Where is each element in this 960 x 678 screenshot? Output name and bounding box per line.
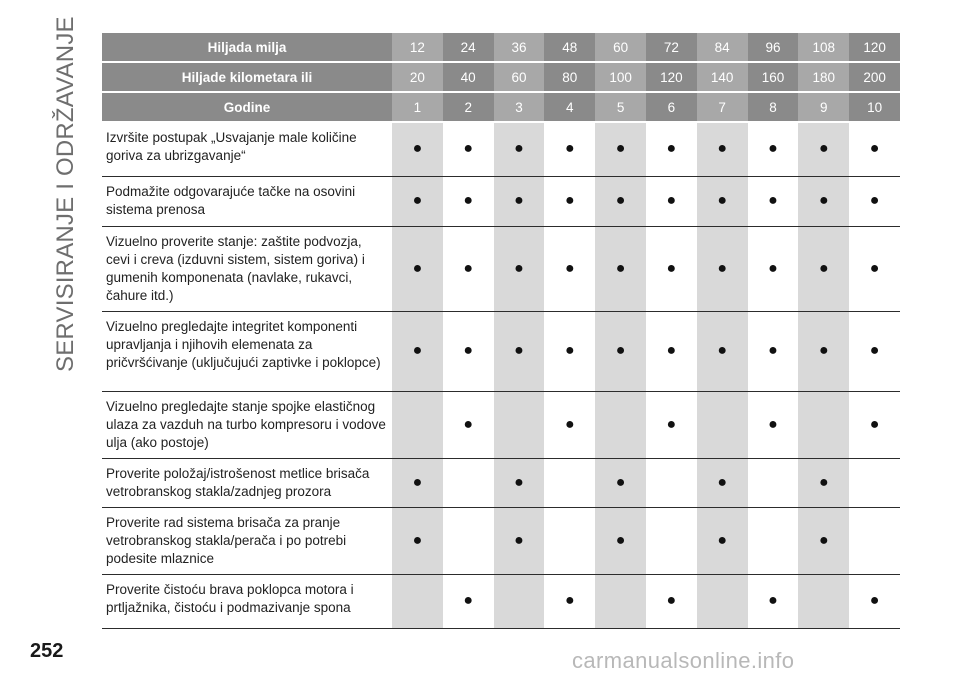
header-value: 6 xyxy=(646,92,697,122)
header-value: 7 xyxy=(697,92,748,122)
empty-cell xyxy=(697,574,748,628)
service-mark: ● xyxy=(849,391,900,458)
service-mark: ● xyxy=(849,226,900,311)
service-mark: ● xyxy=(849,311,900,391)
service-mark: ● xyxy=(392,507,443,574)
task-description: Izvršite postupak „Usvajanje male količine goriva za ubrizgavanje“ xyxy=(102,122,392,176)
service-mark: ● xyxy=(646,122,697,176)
service-mark: ● xyxy=(798,458,849,507)
service-mark: ● xyxy=(392,176,443,226)
empty-cell xyxy=(544,458,595,507)
empty-cell xyxy=(443,458,494,507)
header-value: 180 xyxy=(798,62,849,92)
service-mark: ● xyxy=(849,574,900,628)
service-mark: ● xyxy=(392,311,443,391)
service-mark: ● xyxy=(443,122,494,176)
header-value: 24 xyxy=(443,33,494,62)
watermark: carmanualsonline.info xyxy=(572,648,795,673)
service-mark: ● xyxy=(494,458,545,507)
header-value: 5 xyxy=(595,92,646,122)
header-value: 80 xyxy=(544,62,595,92)
empty-cell xyxy=(697,391,748,458)
header-value: 160 xyxy=(748,62,799,92)
table-row xyxy=(102,507,900,574)
task-description: Proverite položaj/istrošenost metlice brisača vetrobranskog stakla/zadnjeg prozora xyxy=(102,458,392,507)
service-mark: ● xyxy=(697,226,748,311)
header-value: 12 xyxy=(392,33,443,62)
service-mark: ● xyxy=(748,311,799,391)
chapter-side-title: SERVISIRANJE I ODRŽAVANJE xyxy=(52,16,79,372)
header-value: 200 xyxy=(849,62,900,92)
service-mark: ● xyxy=(443,226,494,311)
table-row xyxy=(102,311,900,391)
service-mark: ● xyxy=(494,507,545,574)
empty-cell xyxy=(748,458,799,507)
service-mark: ● xyxy=(392,458,443,507)
service-mark: ● xyxy=(697,122,748,176)
service-mark: ● xyxy=(595,122,646,176)
service-mark: ● xyxy=(748,391,799,458)
service-mark: ● xyxy=(748,122,799,176)
service-mark: ● xyxy=(646,226,697,311)
empty-cell xyxy=(494,574,545,628)
service-mark: ● xyxy=(443,311,494,391)
service-mark: ● xyxy=(849,122,900,176)
service-mark: ● xyxy=(697,507,748,574)
maintenance-schedule-table xyxy=(102,33,900,629)
header-value: 8 xyxy=(748,92,799,122)
service-mark: ● xyxy=(697,176,748,226)
table-row xyxy=(102,176,900,226)
empty-cell xyxy=(849,507,900,574)
service-mark: ● xyxy=(798,122,849,176)
service-mark: ● xyxy=(748,176,799,226)
service-mark: ● xyxy=(443,391,494,458)
header-value: 10 xyxy=(849,92,900,122)
header-value: 120 xyxy=(646,62,697,92)
service-mark: ● xyxy=(595,507,646,574)
empty-cell xyxy=(595,574,646,628)
header-value: 60 xyxy=(595,33,646,62)
service-mark: ● xyxy=(443,574,494,628)
task-description: Proverite rad sistema brisača za pranje vetrobranskog stakla/perača i po potrebi podesite mlaznice xyxy=(102,507,392,574)
service-mark: ● xyxy=(595,458,646,507)
service-mark: ● xyxy=(544,391,595,458)
header-value: 120 xyxy=(849,33,900,62)
header-value: 2 xyxy=(443,92,494,122)
header-label: Godine xyxy=(102,92,392,122)
service-mark: ● xyxy=(595,311,646,391)
header-value: 84 xyxy=(697,33,748,62)
table-row xyxy=(102,574,900,628)
service-mark: ● xyxy=(544,226,595,311)
service-mark: ● xyxy=(494,226,545,311)
header-value: 20 xyxy=(392,62,443,92)
service-mark: ● xyxy=(544,176,595,226)
service-mark: ● xyxy=(798,226,849,311)
service-mark: ● xyxy=(798,507,849,574)
header-value: 9 xyxy=(798,92,849,122)
empty-cell xyxy=(544,507,595,574)
header-row xyxy=(102,33,900,62)
empty-cell xyxy=(494,391,545,458)
empty-cell xyxy=(798,574,849,628)
service-mark: ● xyxy=(646,391,697,458)
service-mark: ● xyxy=(697,311,748,391)
header-label: Hiljade kilometara ili xyxy=(102,62,392,92)
service-mark: ● xyxy=(595,176,646,226)
service-mark: ● xyxy=(646,311,697,391)
empty-cell xyxy=(392,391,443,458)
service-mark: ● xyxy=(544,574,595,628)
header-row xyxy=(102,92,900,122)
task-description: Vizuelno pregledajte integritet komponenti upravljanja i njihovih elemenata za pričvršćivanje (uključujući zaptivke i poklopce) xyxy=(102,311,392,391)
service-mark: ● xyxy=(798,176,849,226)
task-description: Podmažite odgovarajuće tačke na osovini sistema prenosa xyxy=(102,176,392,226)
service-mark: ● xyxy=(544,311,595,391)
header-label: Hiljada milja xyxy=(102,33,392,62)
table-row xyxy=(102,391,900,458)
service-mark: ● xyxy=(392,226,443,311)
empty-cell xyxy=(748,507,799,574)
header-value: 100 xyxy=(595,62,646,92)
header-value: 4 xyxy=(544,92,595,122)
service-mark: ● xyxy=(798,311,849,391)
empty-cell xyxy=(392,574,443,628)
header-value: 3 xyxy=(494,92,545,122)
header-value: 40 xyxy=(443,62,494,92)
service-mark: ● xyxy=(494,311,545,391)
table-row xyxy=(102,226,900,311)
task-description: Proverite čistoću brava poklopca motora i prtljažnika, čistoću i podmazivanje spona xyxy=(102,574,392,628)
empty-cell xyxy=(646,507,697,574)
service-mark: ● xyxy=(748,226,799,311)
service-mark: ● xyxy=(544,122,595,176)
service-mark: ● xyxy=(646,176,697,226)
task-description: Vizuelno pregledajte stanje spojke elastičnog ulaza za vazduh na turbo kompresoru i vodove ulja (ako postoje) xyxy=(102,391,392,458)
header-value: 1 xyxy=(392,92,443,122)
header-value: 140 xyxy=(697,62,748,92)
service-mark: ● xyxy=(646,574,697,628)
empty-cell xyxy=(646,458,697,507)
service-mark: ● xyxy=(697,458,748,507)
header-row xyxy=(102,62,900,92)
service-mark: ● xyxy=(443,176,494,226)
empty-cell xyxy=(849,458,900,507)
empty-cell xyxy=(443,507,494,574)
page-number: 252 xyxy=(30,640,64,662)
task-description: Vizuelno proverite stanje: zaštite podvozja, cevi i creva (izduvni sistem, sistem goriva) i gumenih komponenata (navlake, rukavci, čahure itd.) xyxy=(102,226,392,311)
header-value: 96 xyxy=(748,33,799,62)
service-mark: ● xyxy=(595,226,646,311)
service-mark: ● xyxy=(392,122,443,176)
service-mark: ● xyxy=(494,122,545,176)
header-value: 72 xyxy=(646,33,697,62)
header-value: 36 xyxy=(494,33,545,62)
service-mark: ● xyxy=(494,176,545,226)
header-value: 48 xyxy=(544,33,595,62)
service-mark: ● xyxy=(849,176,900,226)
table-row xyxy=(102,458,900,507)
table-row xyxy=(102,122,900,176)
empty-cell xyxy=(798,391,849,458)
header-value: 60 xyxy=(494,62,545,92)
service-mark: ● xyxy=(748,574,799,628)
header-value: 108 xyxy=(798,33,849,62)
empty-cell xyxy=(595,391,646,458)
